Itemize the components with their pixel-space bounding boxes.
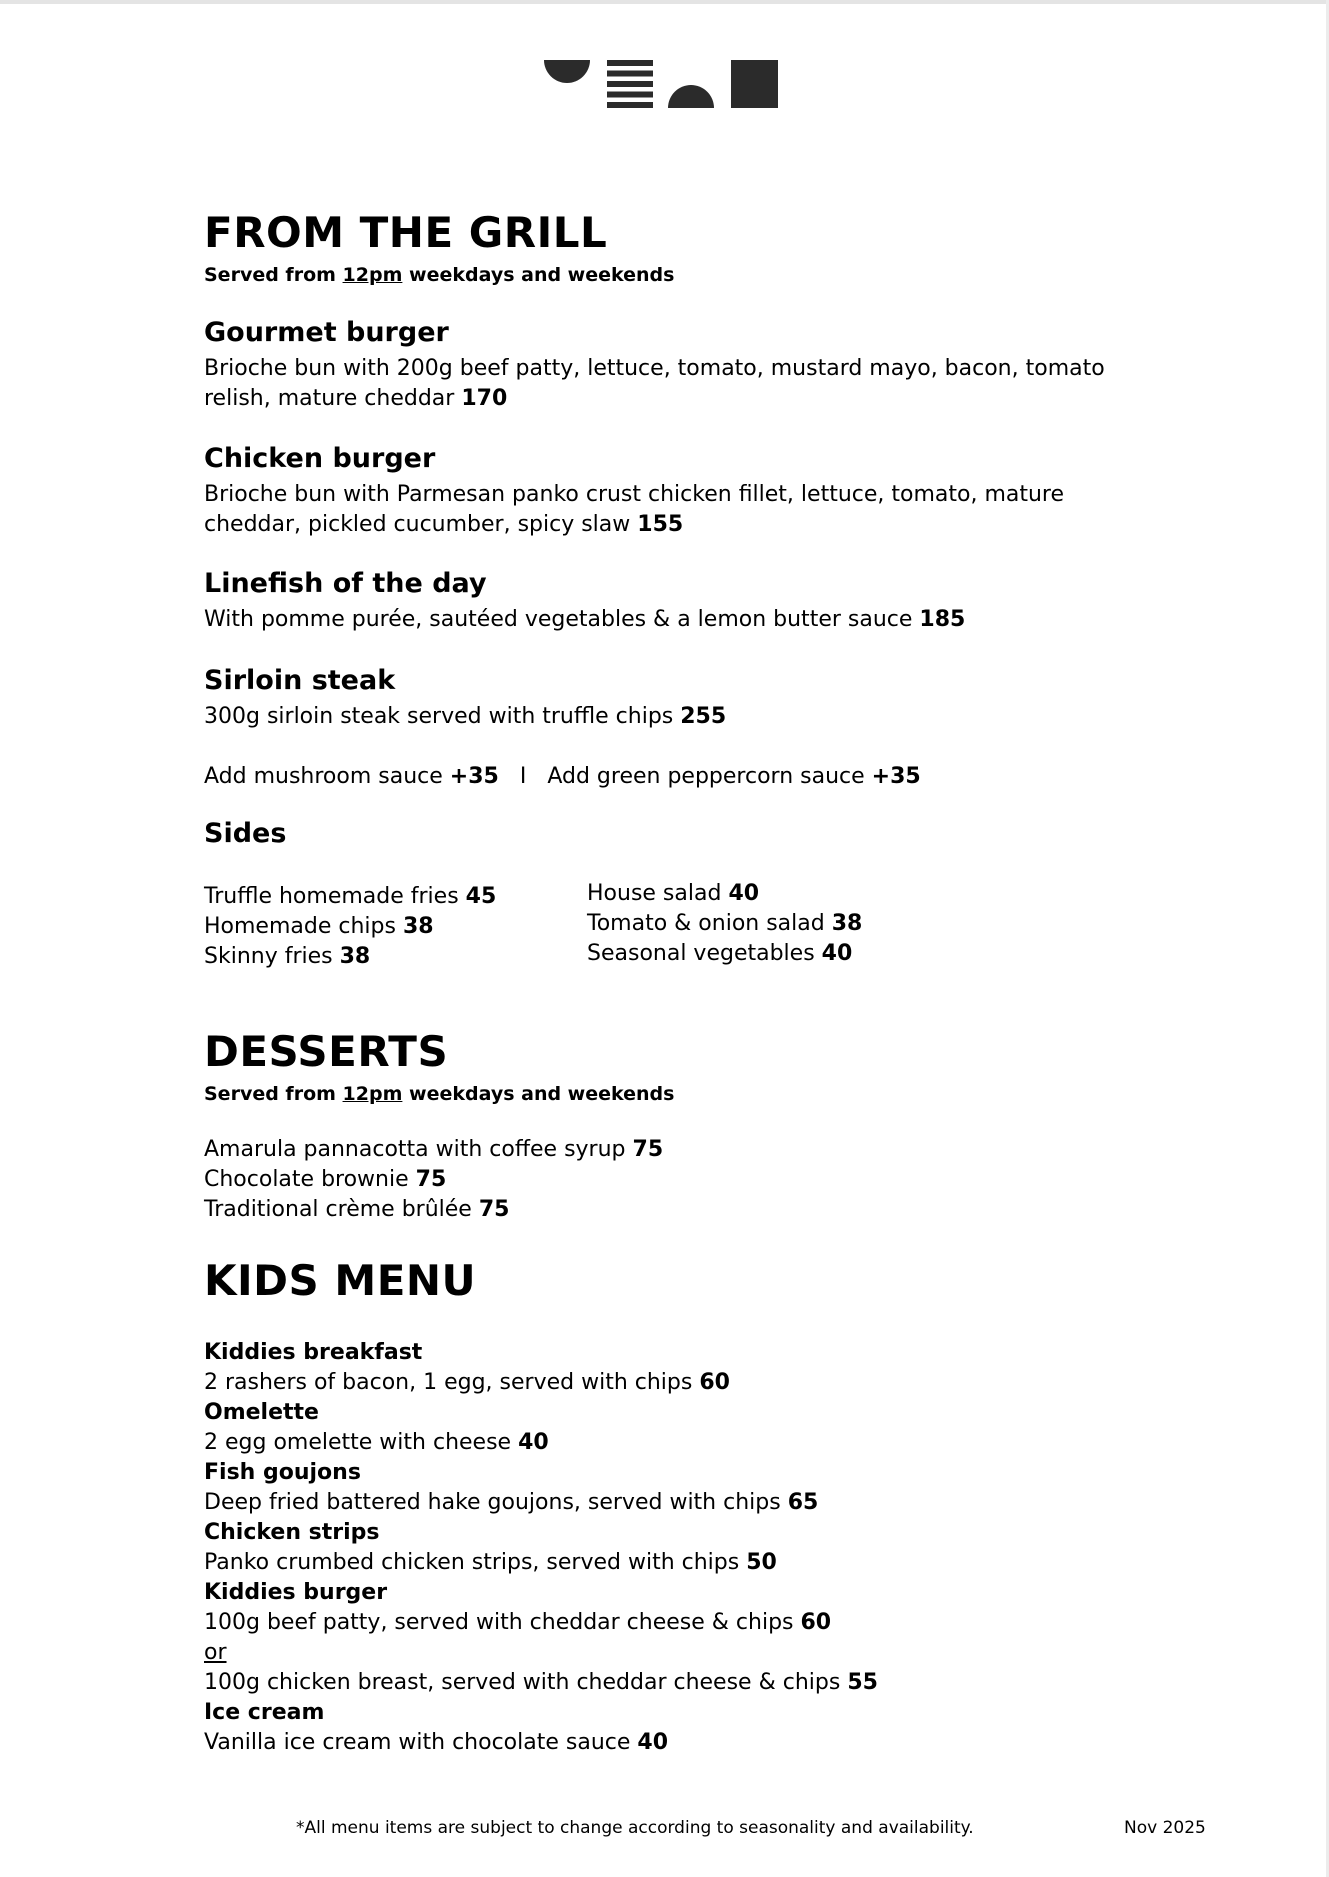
list-item <box>587 939 862 969</box>
list-item <box>204 1165 663 1195</box>
text: Chocolate brownie <box>204 1167 409 1192</box>
text: 40 <box>637 1730 669 1755</box>
item-price: 170 <box>461 386 508 411</box>
list-item <box>204 882 496 912</box>
text: 300g sirloin steak served with truffle chips <box>204 704 674 729</box>
kids-item-name: Kiddies burger <box>204 1580 388 1605</box>
restaurant-logo <box>544 60 778 108</box>
footer-date: Nov 2025 <box>1124 1818 1206 1838</box>
footer-note: *All menu items are subject to change according to seasonality and availability. <box>296 1818 974 1838</box>
list-item <box>204 942 496 972</box>
text: 45 <box>465 884 497 909</box>
text: Seasonal vegetables <box>587 941 815 966</box>
item-description <box>204 354 1105 414</box>
text: +35 <box>449 764 499 789</box>
text: relish, mature cheddar <box>204 386 455 411</box>
text: 2 egg omelette with cheese <box>204 1430 512 1455</box>
item-description <box>204 605 965 635</box>
text: 55 <box>847 1670 878 1695</box>
kids-item-desc <box>204 1728 878 1758</box>
text: 50 <box>746 1550 777 1575</box>
sides-right-list <box>587 879 862 969</box>
text: 75 <box>415 1167 447 1192</box>
kids-title: KIDS MENU <box>204 1256 477 1305</box>
list-item <box>204 912 496 942</box>
text: 38 <box>402 914 434 939</box>
kids-item-name: Chicken strips <box>204 1520 380 1545</box>
text: 100g chicken breast, served with cheddar cheese & chips <box>204 1670 841 1695</box>
text: Tomato & onion salad <box>587 911 825 936</box>
kids-item-desc <box>204 1488 878 1518</box>
text: or <box>204 1640 227 1665</box>
logo-dome-shape <box>668 85 714 108</box>
text: 12pm <box>342 264 403 286</box>
text: 60 <box>699 1370 730 1395</box>
text: +35 <box>871 764 921 789</box>
text: With pomme purée, sautéed vegetables & a lemon butter sauce <box>204 607 913 632</box>
logo-stripe <box>607 81 653 87</box>
logo-stripe <box>607 92 653 98</box>
text: Brioche bun with Parmesan panko crust chicken fillet, lettuce, tomato, mature <box>204 482 1065 507</box>
kids-item-desc-alt <box>204 1668 878 1698</box>
logo-stripe <box>607 71 653 77</box>
text: 38 <box>339 944 371 969</box>
text: 65 <box>787 1490 819 1515</box>
text: mushroom sauce <box>253 764 443 789</box>
text: 38 <box>831 911 863 936</box>
kids-item-name: Ice cream <box>204 1700 325 1725</box>
kids-item-desc <box>204 1368 878 1398</box>
logo-stripe <box>607 60 653 66</box>
kids-item-desc <box>204 1428 878 1458</box>
text: Vanilla ice cream with chocolate sauce <box>204 1730 631 1755</box>
text: House salad <box>587 881 722 906</box>
item-price: 255 <box>680 704 727 729</box>
logo-half-circle-shape <box>544 60 590 83</box>
desserts-title: DESSERTS <box>204 1027 449 1076</box>
list-item <box>204 1195 663 1225</box>
text: weekdays and weekends <box>409 1083 675 1105</box>
kids-item-name: Fish goujons <box>204 1460 361 1485</box>
grill-title: FROM THE GRILL <box>204 208 608 257</box>
text: 12pm <box>342 1083 403 1105</box>
text: 100g beef patty, served with cheddar cheese & chips <box>204 1610 794 1635</box>
text: 40 <box>821 941 853 966</box>
sauce-addons <box>204 762 921 792</box>
desserts-subtitle <box>204 1083 674 1105</box>
text: Panko crumbed chicken strips, served with chips <box>204 1550 740 1575</box>
text: 60 <box>800 1610 832 1635</box>
kids-item-name: Kiddies breakfast <box>204 1340 423 1365</box>
item-price: 155 <box>637 512 684 537</box>
sides-title: Sides <box>204 818 287 849</box>
text: weekdays and weekends <box>409 264 675 286</box>
logo-square-shape <box>731 60 778 108</box>
item-description <box>204 702 726 732</box>
text: Homemade chips <box>204 914 396 939</box>
text: Skinny fries <box>204 944 333 969</box>
logo-stripe <box>607 102 653 108</box>
grill-subtitle <box>204 264 674 286</box>
list-item <box>587 879 862 909</box>
text: Amarula pannacotta with coffee syrup <box>204 1137 626 1162</box>
text: 40 <box>518 1430 549 1455</box>
text: 40 <box>728 881 760 906</box>
item-name: Sirloin steak <box>204 665 396 696</box>
item-description <box>204 480 1064 540</box>
text: Brioche bun with 200g beef patty, lettuce, tomato, mustard mayo, bacon, tomato <box>204 356 1105 381</box>
kids-item-desc <box>204 1608 878 1638</box>
kids-list <box>204 1338 878 1758</box>
list-item <box>204 1135 663 1165</box>
text: 2 rashers of bacon, 1 egg, served with chips <box>204 1370 693 1395</box>
kids-item-desc <box>204 1548 878 1578</box>
text: Served from <box>204 264 336 286</box>
top-border <box>0 0 1329 4</box>
sides-left-list <box>204 882 496 972</box>
text: I <box>519 764 527 789</box>
kids-item-or <box>204 1638 878 1668</box>
text: Deep fried battered hake goujons, served with chips <box>204 1490 781 1515</box>
list-item <box>587 909 862 939</box>
text: Traditional crème brûlée <box>204 1197 472 1222</box>
desserts-list <box>204 1135 663 1225</box>
text: 75 <box>632 1137 664 1162</box>
kids-item-name: Omelette <box>204 1400 319 1425</box>
item-name: Gourmet burger <box>204 317 449 348</box>
text: Add <box>204 764 247 789</box>
text: cheddar, pickled cucumber, spicy slaw <box>204 512 631 537</box>
item-name: Chicken burger <box>204 443 436 474</box>
text: 75 <box>478 1197 510 1222</box>
text: Add green peppercorn sauce <box>547 764 865 789</box>
text: Served from <box>204 1083 336 1105</box>
item-price: 185 <box>919 607 966 632</box>
item-name: Linefish of the day <box>204 568 487 599</box>
text: Truffle homemade fries <box>204 884 459 909</box>
